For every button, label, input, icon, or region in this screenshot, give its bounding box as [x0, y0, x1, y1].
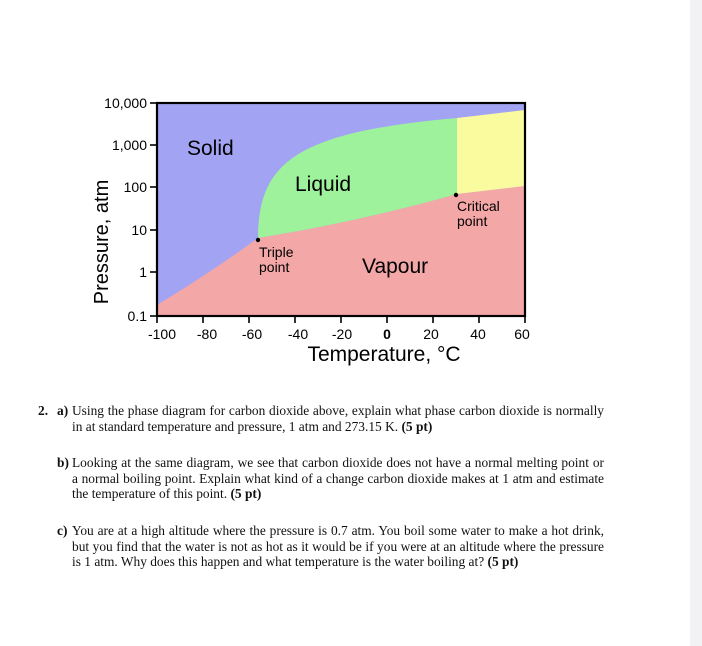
question-text: [72, 455, 604, 502]
x-tick-label: -80: [196, 326, 218, 342]
x-tick-label: 0: [383, 326, 391, 342]
question-text: [72, 403, 604, 434]
x-tick-label: -40: [287, 326, 309, 342]
triple-point-label: Triple: [259, 244, 294, 260]
y-tick-label: 10: [131, 222, 147, 238]
question-letter: c): [57, 522, 68, 538]
liquid-label: Liquid: [295, 173, 352, 196]
question-text: [72, 523, 604, 570]
x-tick-label: 40: [470, 326, 486, 342]
x-tick-label: -20: [331, 326, 353, 342]
y-tick-label: 1: [139, 264, 147, 280]
vapour-label: Vapour: [362, 255, 429, 278]
supercritical-region: [457, 110, 525, 194]
question-list: [38, 403, 604, 591]
question-2c: [49, 523, 604, 570]
question-points: (5 pt): [401, 418, 433, 434]
triple-point-marker: [256, 238, 260, 242]
x-axis-label: Temperature, °C: [307, 343, 461, 366]
question-points: (5 pt): [230, 486, 262, 502]
y-tick-label: 100: [123, 179, 147, 195]
question-body: Using the phase diagram for carbon dioxide above, explain what phase carbon dioxide is normally in at standard temperature and pressure, 1 atm and 273.15 K.: [72, 403, 604, 434]
y-axis-label: Pressure, atm: [91, 179, 113, 305]
critical-point-marker: [454, 193, 458, 197]
triple-point-label: point: [259, 259, 290, 275]
x-tick-label: -60: [241, 326, 263, 342]
x-tick-label: -100: [147, 326, 177, 342]
critical-point-label: Critical: [457, 198, 500, 214]
question-points: (5 pt): [487, 554, 519, 570]
y-tick-label: 0.1: [127, 308, 147, 324]
critical-point-label: point: [457, 213, 488, 229]
y-tick-label: 10,000: [104, 95, 147, 111]
x-axis: [148, 316, 530, 366]
x-tick-label: 60: [514, 326, 530, 342]
y-tick-label: 1,000: [111, 137, 147, 153]
y-axis: [91, 95, 157, 324]
question-body: You are at a high altitude where the pressure is 0.7 atm. You boil some water to make a hot drink, but you find that the water is not as hot as it would be if you were at an altitude where the pressure is 1 atm. Why does this happen and what temperature is the water boiling at?: [72, 522, 604, 570]
solid-label: Solid: [187, 137, 234, 160]
question-2b: [49, 455, 604, 502]
question-2a: [38, 403, 604, 434]
question-letter: a): [57, 403, 69, 418]
question-number: 2.: [38, 403, 49, 418]
question-body: Looking at the same diagram, we see that carbon dioxide does not have a normal melting point or a normal boiling point. Explain what kind of a change carbon dioxide makes at 1 atm and estimate the temperature of this point.: [72, 455, 604, 502]
question-letter: b): [57, 455, 69, 471]
x-tick-label: 20: [423, 326, 439, 342]
